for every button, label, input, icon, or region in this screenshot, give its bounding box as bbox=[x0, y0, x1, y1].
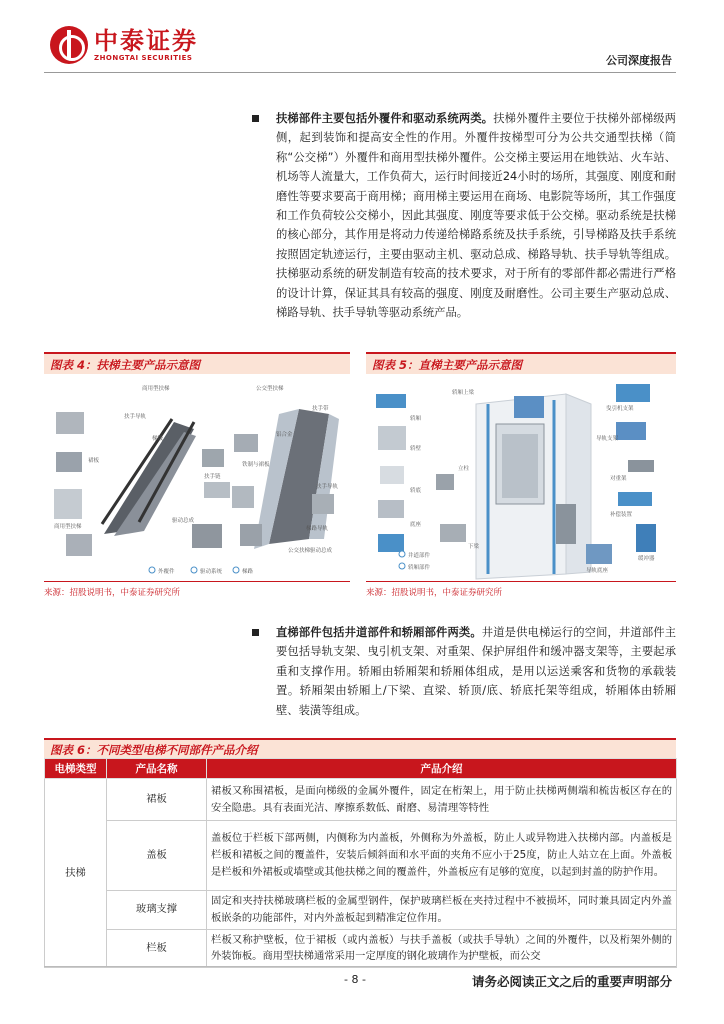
fig4-label: 扶手导轨 bbox=[316, 484, 339, 490]
paragraph-body: 井道是供电梯运行的空间，井道部件主要包括导轨支架、曳引机支架、对重架、保护屏组件和缓冲器支架等，主要起承重和支撑作用。轿厢由轿厢架和轿厢体组成，是用以运送乘客和货物的承载装置。轿厢架由轿厢上/下梁、直梁、轿顶/底、轿底托架等组成，轿厢体由轿厢壁、装潢等组成。 bbox=[276, 626, 676, 717]
column-header: 产品名称 bbox=[107, 759, 207, 779]
figure-source: 来源：招股说明书，中泰证券研究所 bbox=[366, 588, 503, 598]
product-name-cell: 盖板 bbox=[107, 821, 207, 891]
figure-title: 图表 4：扶梯主要产品示意图 bbox=[44, 352, 350, 374]
fig4-label: 梯级 bbox=[152, 436, 164, 442]
product-table bbox=[44, 758, 677, 968]
table-title: 图表 6：不同类型电梯不同部件产品介绍 bbox=[44, 738, 676, 758]
report-type: 公司深度报告 bbox=[606, 54, 672, 67]
fig5-label: 轿底 bbox=[410, 488, 422, 494]
product-name-cell: 栏板 bbox=[107, 929, 207, 968]
fig5-label: 导轨底座 bbox=[586, 568, 609, 574]
fig5-label: 对重架 bbox=[610, 476, 627, 482]
table-row bbox=[45, 779, 677, 821]
product-desc-cell: 固定和夹持扶梯玻璃栏板的金属型钢件，保护玻璃栏板在夹持过程中不被损坏，同时兼具固定内外盖板嵌条的功能部件，对内外盖板起到精准定位作用。 bbox=[207, 891, 677, 930]
header-divider bbox=[44, 72, 676, 73]
figure-title: 图表 5：直梯主要产品示意图 bbox=[366, 352, 676, 374]
product-desc-cell: 栏板又称护壁板，位于裙板（或内盖板）与扶手盖板（或扶手导轨）之间的外覆件，以及桁架外侧的外装饰板。商用型扶梯通常采用一定厚度的钢化玻璃作为护壁板，而公交 bbox=[207, 929, 677, 968]
fig5-label: 轿厢 bbox=[410, 416, 422, 422]
page-number: - 8 - bbox=[344, 973, 366, 986]
fig5-label: 轿壁 bbox=[410, 446, 422, 452]
fig5-label: 导轨支架 bbox=[596, 436, 619, 442]
figure-illustration bbox=[44, 374, 350, 582]
footer-disclaimer: 请务必阅读正文之后的重要声明部分 bbox=[471, 974, 672, 989]
fig5-label: 立柱 bbox=[458, 466, 470, 472]
fig5-legend: 轿厢部件 bbox=[408, 565, 431, 571]
fig4-label: 商用型扶梯 bbox=[142, 386, 170, 392]
fig5-label: 轿厢上梁 bbox=[452, 390, 475, 396]
company-logo bbox=[50, 26, 198, 64]
fig4-label: 铁制与裙板 bbox=[242, 462, 270, 468]
paragraph-lead: 扶梯部件主要包括外覆件和驱动系统两类。 bbox=[276, 112, 494, 125]
table-row bbox=[45, 891, 677, 930]
fig4-label: 驱动总成 bbox=[172, 518, 195, 524]
figure-illustration bbox=[366, 374, 676, 582]
paragraph-lead: 直梯部件包括井道部件和轿厢部件两类。 bbox=[276, 626, 482, 639]
product-desc-cell: 裙板又称围裙板，是面向梯级的金属外覆件，固定在桁架上，用于防止扶梯两侧端和梳齿板区存在的安全隐患。具有表面光洁、摩擦系数低、耐磨、易清理等特性 bbox=[207, 779, 677, 821]
figure-escalator-products bbox=[44, 352, 350, 602]
table-row bbox=[45, 821, 677, 891]
table-row bbox=[45, 929, 677, 968]
fig4-label: 扶手链 bbox=[204, 474, 221, 480]
fig5-legend: 井道部件 bbox=[408, 553, 431, 559]
fig4-label: 商用型扶梯 bbox=[54, 524, 82, 530]
bullet-icon bbox=[252, 115, 259, 122]
fig5-label: 底座 bbox=[410, 522, 422, 528]
page-header bbox=[0, 0, 724, 76]
fig4-legend: 梯路 bbox=[242, 569, 254, 575]
logo-en-text: ZHONGTAI SECURITIES bbox=[94, 54, 193, 62]
fig4-label: 扶手导轨 bbox=[124, 414, 147, 420]
fig4-label: 铝合金 bbox=[276, 432, 293, 438]
column-header: 产品介绍 bbox=[207, 759, 677, 779]
paragraph-escalator-parts bbox=[276, 109, 676, 322]
logo-cn-text: 中泰证券 bbox=[94, 27, 198, 55]
product-table-block bbox=[44, 738, 676, 968]
product-desc-cell: 盖板位于栏板下部两侧，内侧称为内盖板，外侧称为外盖板，防止人或异物进入扶梯内部。内盖板是栏板和裙板之间的覆盖件，安装后倾斜面和水平面的夹角不应小于25度，防止人站立在上面。外盖板是栏板和外裙板或墙壁或其他扶梯之间的覆盖件，外盖板应有足够的宽度，以起到封盖的防护作用。 bbox=[207, 821, 677, 891]
fig5-label: 曳引机支架 bbox=[606, 406, 634, 412]
logo-icon bbox=[50, 26, 88, 64]
figure-source: 来源：招股说明书，中泰证券研究所 bbox=[44, 588, 181, 598]
figure-elevator-products bbox=[366, 352, 676, 602]
fig4-label: 公交扶梯驱动总成 bbox=[288, 548, 333, 554]
fig4-label: 公交型扶梯 bbox=[256, 386, 284, 392]
footer-divider bbox=[44, 966, 676, 967]
fig4-legend: 驱动系统 bbox=[200, 569, 223, 575]
paragraph-elevator-parts bbox=[276, 623, 676, 720]
table-header-row bbox=[45, 759, 677, 779]
product-name-cell: 玻璃支撑 bbox=[107, 891, 207, 930]
product-name-cell: 裙板 bbox=[107, 779, 207, 821]
fig5-label: 下梁 bbox=[468, 544, 480, 550]
fig4-label: 裙板 bbox=[88, 458, 100, 464]
fig4-label: 梯路导轨 bbox=[306, 526, 329, 532]
paragraph-body: 扶梯外覆件主要位于扶梯外部梯级两侧，起到装饰和提高安全性的作用。外覆件按梯型可分为公共交通型扶梯（简称“公交梯”）外覆件和商用型扶梯外覆件。公交梯主要运用在地铁站、火车站、机场等人流量大，工作负荷大，运行时间接近24小时的场所，其强度、刚度和耐磨性等要求要高于商用梯；商用梯主要运用在商场、电影院等场所，其工作强度和工作负荷较公交梯小，因此其强度、刚度等要求低于公交梯。驱动系统是扶梯的核心部分，其作用是将动力传递给梯路系统及扶手系统，引导梯路及扶手系统按照固定轨迹运行，主要由驱动主机、驱动总成、梯路导轨、扶手导轨等组成。扶梯驱动系统的研发制造有较高的技术要求，对于所有的零部件都必需进行严格的设计计算，保证其具有较高的强度、刚度及耐磨性。公司主要生产驱动总成、梯路导轨、扶手导轨等驱动系统产品。 bbox=[276, 112, 676, 320]
fig5-label: 缓冲器 bbox=[638, 556, 655, 562]
fig4-legend: 外覆件 bbox=[158, 569, 175, 575]
column-header: 电梯类型 bbox=[45, 759, 107, 779]
fig5-label: 补偿装置 bbox=[610, 512, 633, 518]
fig4-label: 扶手带 bbox=[312, 406, 329, 412]
bullet-icon bbox=[252, 629, 259, 636]
elevator-type-cell: 扶梯 bbox=[45, 779, 107, 968]
